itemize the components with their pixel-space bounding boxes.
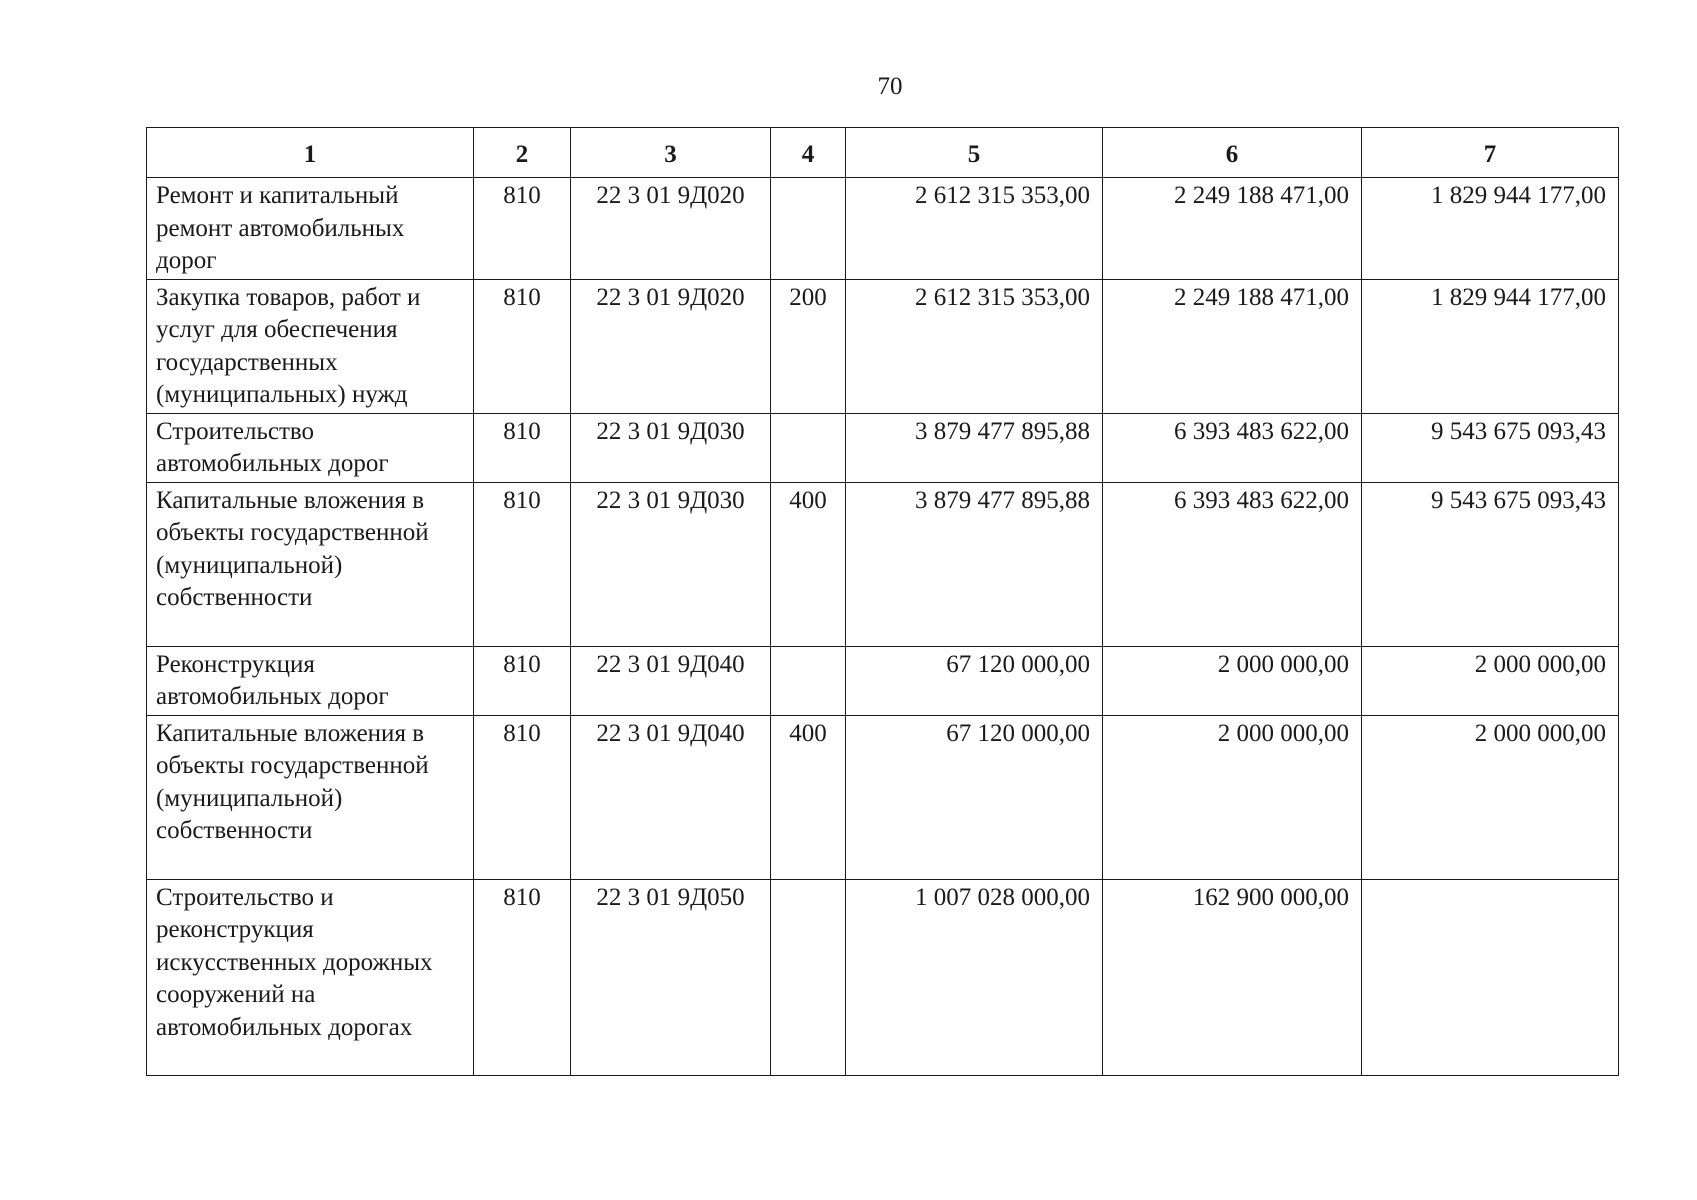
classification-cell: 22 3 01 9Д050	[571, 879, 771, 1075]
amount-cell: 67 120 000,00	[846, 646, 1103, 715]
table-row	[147, 482, 1619, 646]
row-name: Строительство и реконструкция искусственных дорожных сооружений на автомобильных дорогах	[147, 879, 474, 1075]
amount-cell: 1 007 028 000,00	[846, 879, 1103, 1075]
amount-cell: 1 829 944 177,00	[1362, 279, 1619, 413]
row-name: Капитальные вложения в объекты государственной (муниципальной) собственности	[147, 482, 474, 646]
type-cell	[771, 879, 846, 1075]
row-name: Ремонт и капитальный ремонт автомобильных дорог	[147, 178, 474, 280]
budget-table	[146, 127, 1619, 1076]
classification-cell: 22 3 01 9Д020	[571, 178, 771, 280]
code-cell: 810	[474, 879, 571, 1075]
type-cell	[771, 413, 846, 482]
amount-cell	[1362, 879, 1619, 1075]
column-header-2: 2	[474, 128, 571, 178]
amount-cell: 2 249 188 471,00	[1103, 178, 1362, 280]
amount-cell: 3 879 477 895,88	[846, 482, 1103, 646]
type-cell: 400	[771, 482, 846, 646]
amount-cell: 2 000 000,00	[1362, 715, 1619, 879]
amount-cell: 2 000 000,00	[1362, 646, 1619, 715]
type-cell	[771, 646, 846, 715]
column-header-4: 4	[771, 128, 846, 178]
amount-cell: 2 249 188 471,00	[1103, 279, 1362, 413]
page-number: 70	[877, 73, 903, 100]
code-cell: 810	[474, 646, 571, 715]
row-name: Закупка товаров, работ и услуг для обеспечения государственных (муниципальных) нужд	[147, 279, 474, 413]
code-cell: 810	[474, 715, 571, 879]
table-row	[147, 178, 1619, 280]
amount-cell: 67 120 000,00	[846, 715, 1103, 879]
classification-cell: 22 3 01 9Д040	[571, 715, 771, 879]
code-cell: 810	[474, 178, 571, 280]
classification-cell: 22 3 01 9Д030	[571, 413, 771, 482]
row-name: Реконструкция автомобильных дорог	[147, 646, 474, 715]
column-header-7: 7	[1362, 128, 1619, 178]
amount-cell: 2 612 315 353,00	[846, 279, 1103, 413]
table-row	[147, 879, 1619, 1075]
classification-cell: 22 3 01 9Д030	[571, 482, 771, 646]
column-header-6: 6	[1103, 128, 1362, 178]
table-row	[147, 413, 1619, 482]
code-cell: 810	[474, 413, 571, 482]
column-header-3: 3	[571, 128, 771, 178]
type-cell: 200	[771, 279, 846, 413]
classification-cell: 22 3 01 9Д020	[571, 279, 771, 413]
amount-cell: 162 900 000,00	[1103, 879, 1362, 1075]
code-cell: 810	[474, 482, 571, 646]
amount-cell: 2 000 000,00	[1103, 646, 1362, 715]
table-row	[147, 715, 1619, 879]
column-header-5: 5	[846, 128, 1103, 178]
table-row	[147, 646, 1619, 715]
header-row	[147, 128, 1619, 178]
row-name: Строительство автомобильных дорог	[147, 413, 474, 482]
type-cell	[771, 178, 846, 280]
classification-cell: 22 3 01 9Д040	[571, 646, 771, 715]
amount-cell: 2 612 315 353,00	[846, 178, 1103, 280]
amount-cell: 2 000 000,00	[1103, 715, 1362, 879]
amount-cell: 6 393 483 622,00	[1103, 482, 1362, 646]
amount-cell: 9 543 675 093,43	[1362, 413, 1619, 482]
row-name: Капитальные вложения в объекты государственной (муниципальной) собственности	[147, 715, 474, 879]
amount-cell: 6 393 483 622,00	[1103, 413, 1362, 482]
amount-cell: 9 543 675 093,43	[1362, 482, 1619, 646]
amount-cell: 3 879 477 895,88	[846, 413, 1103, 482]
amount-cell: 1 829 944 177,00	[1362, 178, 1619, 280]
code-cell: 810	[474, 279, 571, 413]
table-row	[147, 279, 1619, 413]
type-cell: 400	[771, 715, 846, 879]
column-header-1: 1	[147, 128, 474, 178]
